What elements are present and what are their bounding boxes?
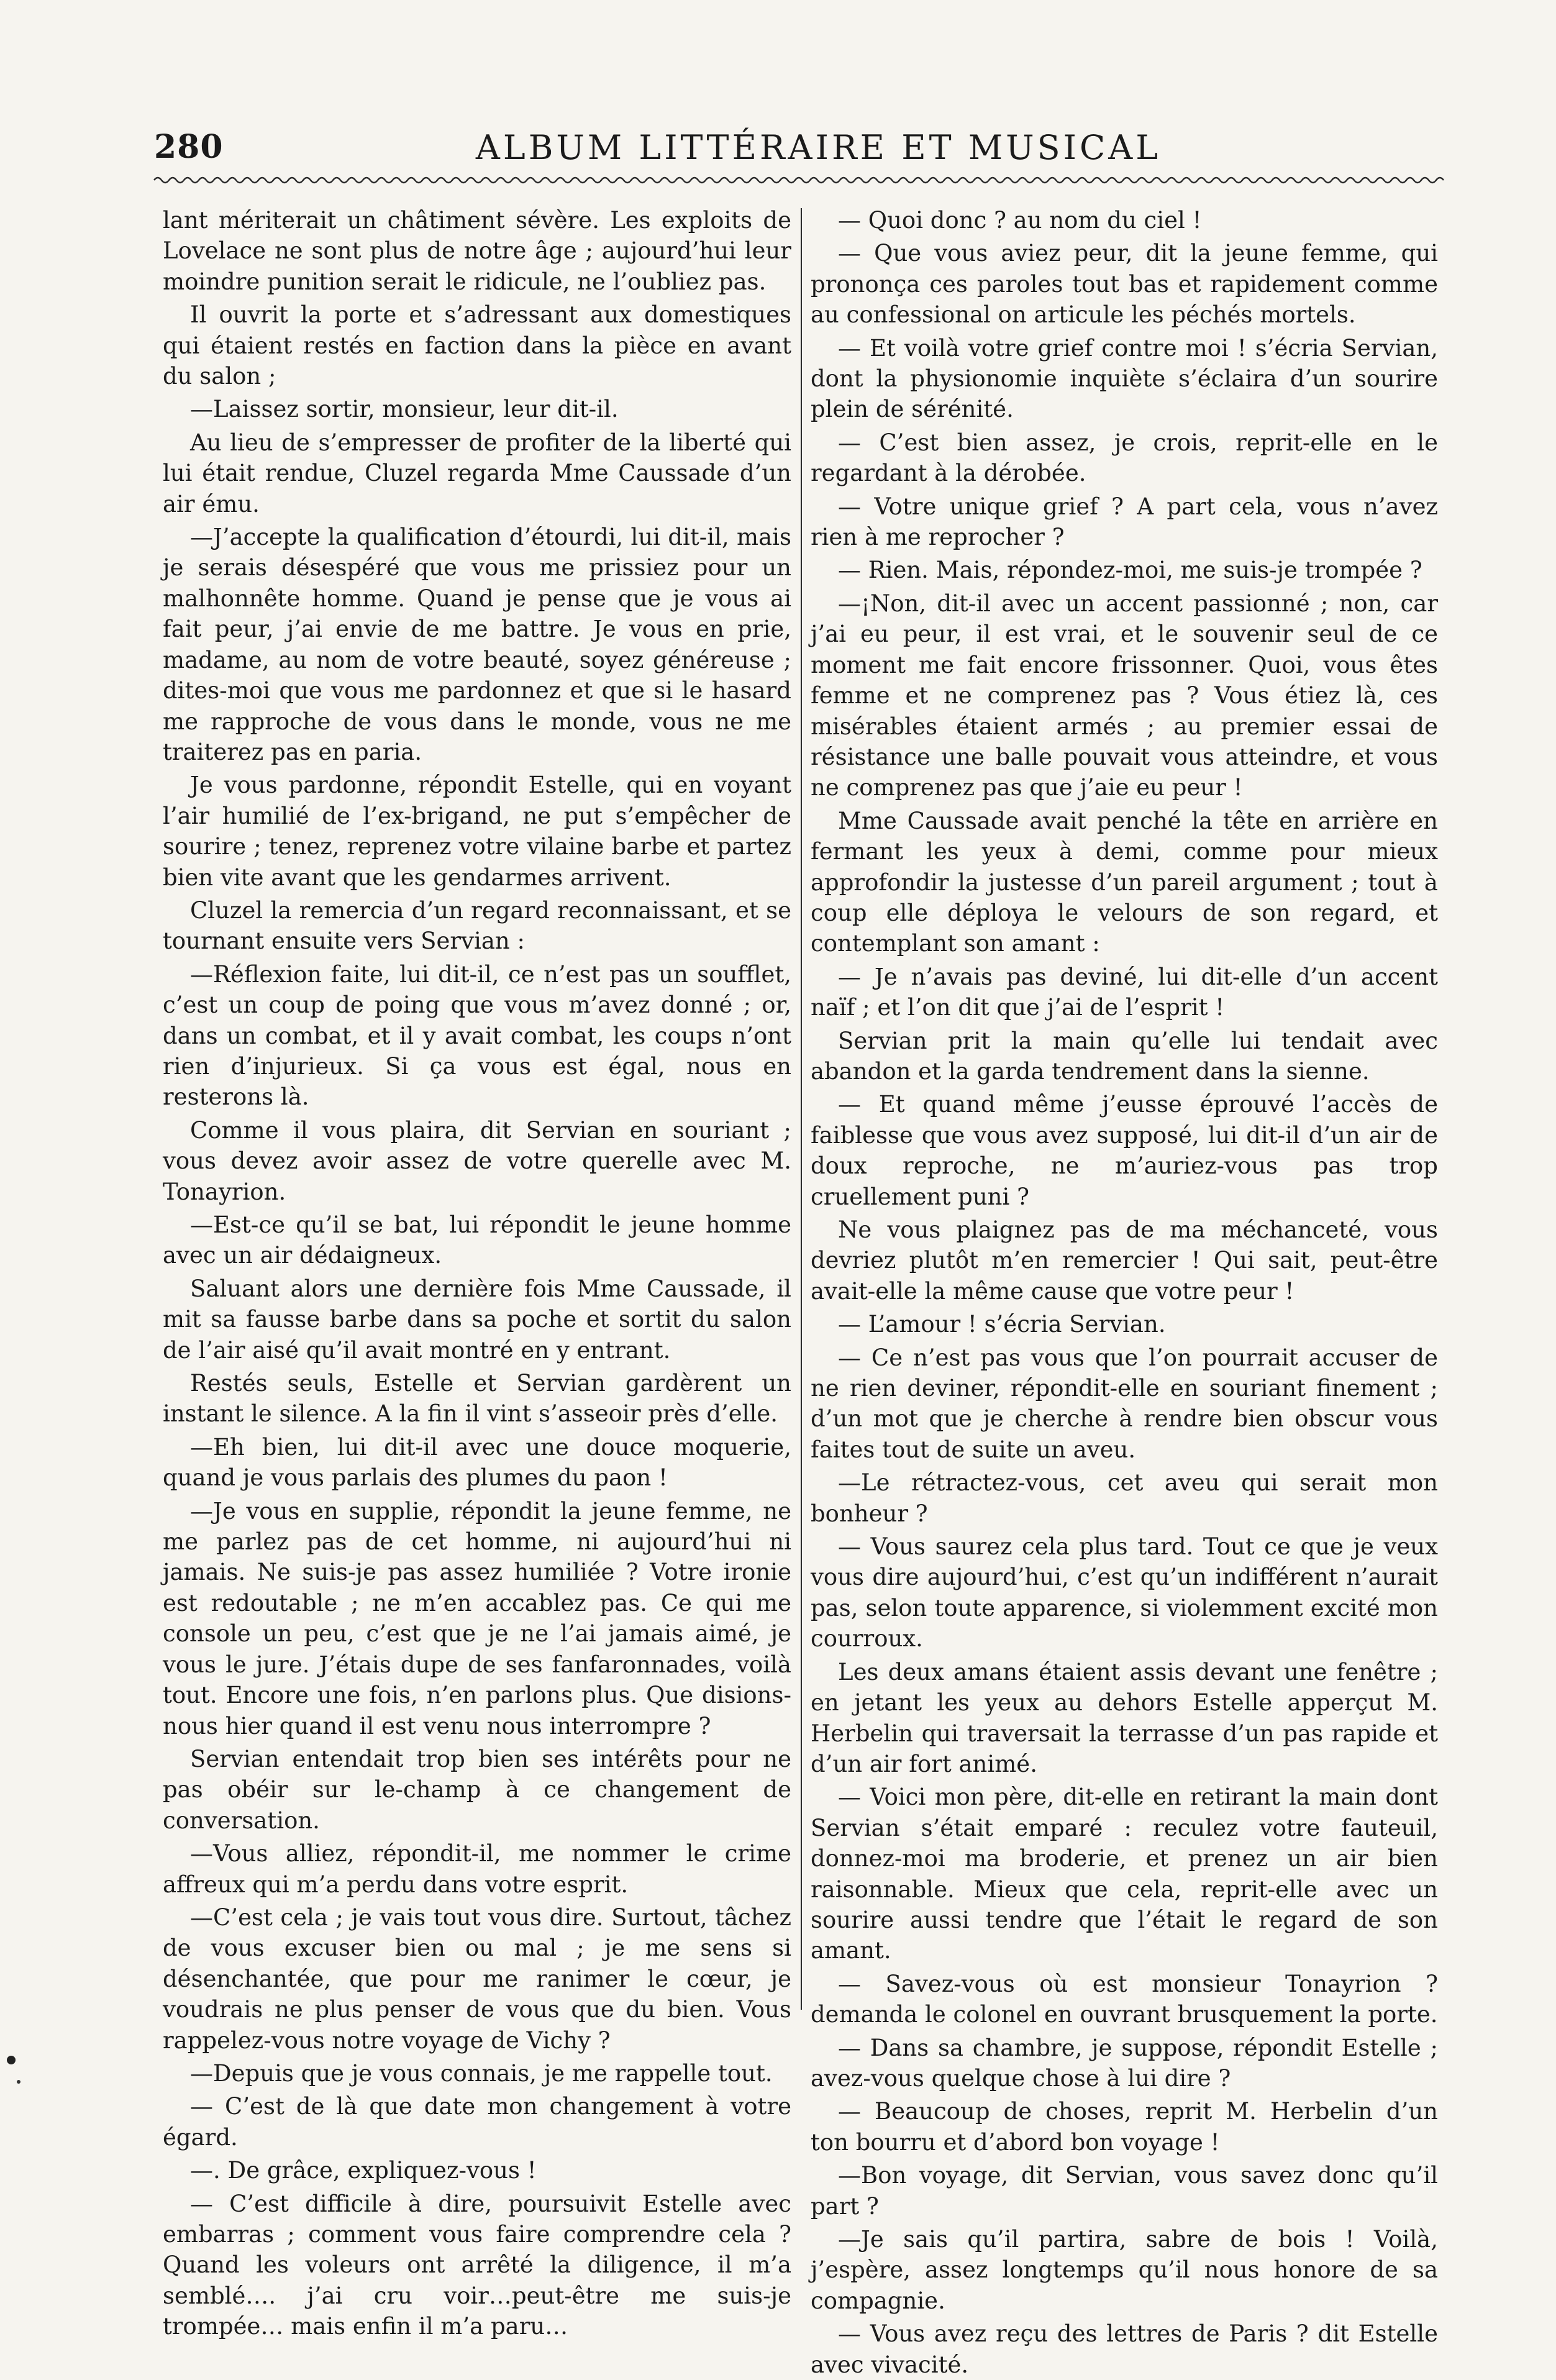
paragraph: Restés seuls, Estelle et Servian gardèrent un instant le silence. A la fin il vint s’asseoir près d’elle. — [163, 1370, 791, 1428]
right-column — [811, 205, 1438, 2378]
paragraph: —Réflexion faite, lui dit-il, ce n’est pas un soufflet, c’est un coup de poing que vous m’avez donné ; or, dans un combat, et il y avait combat, les coups n’ont rien d’injurieux. Si ça vous est égal, nous en resterons là. — [163, 960, 791, 1111]
paragraph: — Vous saurez cela plus tard. Tout ce que je veux vous dire aujourd’hui, c’est qu’un indifférent n’aurait pas, selon toute apparence, si violemment excité mon courroux. — [811, 1533, 1438, 1653]
paragraph: —C’est cela ; je vais tout vous dire. Surtout, tâchez de vous excuser bien ou mal ; je me sens si désenchantée, que pour me ranimer le cœur, je voudrais ne plus penser de vous que du bien. Vous rappelez-vous notre voyage de Vichy ? — [163, 1904, 791, 2054]
wavy-rule-divider — [154, 173, 1443, 188]
page-number: 280 — [154, 128, 224, 166]
paragraph: —¡Non, dit-il avec un accent passionné ; non, car j’ai eu peur, il est vrai, et le souvenir seul de ce moment me fait encore frissonner. Quoi, vous êtes femme et ne comprenez pas ? Vous étiez là, ces misérables étaient armés ; au premier essai de résistance une balle pouvait vous atteindre, et vous ne comprenez pas que j’aie eu peur ! — [811, 590, 1438, 801]
paragraph: — Que vous aviez peur, dit la jeune femme, qui prononça ces paroles tout bas et rapidement comme au confessional on articule les péchés mortels. — [811, 240, 1438, 329]
paragraph: Les deux amans étaient assis devant une fenêtre ; en jetant les yeux au dehors Estelle apperçut M. Herbelin qui traversait la terrasse d’un pas rapide et d’un air fort animé. — [811, 1658, 1438, 1777]
paragraph: —J’accepte la qualification d’étourdi, lui dit-il, mais je serais désespéré que vous me prissiez pour un malhonnête homme. Quand je pense que je vous ai fait peur, j’ai envie de me battre. Je vous en prie, madame, au nom de votre beauté, soyez généreuse ; dites-moi que vous me pardonnez et que si le hasard me rapproche de vous dans le monde, vous ne me traiterez pas en paria. — [163, 524, 791, 765]
paragraph: Comme il vous plaira, dit Servian en souriant ; vous devez avoir assez de votre querelle avec M. Tonayrion. — [163, 1116, 791, 1205]
paragraph: — L’amour ! s’écria Servian. — [838, 1311, 1166, 1338]
paragraph: —Depuis que je vous connais, je me rappelle tout. — [190, 2059, 773, 2087]
ink-specks — [0, 1967, 186, 2091]
paragraph: Cluzel la remercia d’un regard reconnaissant, et se tournant ensuite vers Servian : — [163, 896, 791, 955]
paragraph: —Je vous en supplie, répondit la jeune femme, ne me parlez pas de cet homme, ni aujourd’hui ni jamais. Ne suis-je pas assez humiliée ? Votre ironie est redoutable ; ne m’en accablez pas. Ce qui me console un peu, c’est que je ne l’ai jamais aimé, je vous le jure. J’étais dupe de ses fanfaronnades, voilà tout. Encore une fois, n’en parlons plus. Que disions-nous hier quand il est venu nous interrompre ? — [163, 1497, 791, 1739]
running-title: ALBUM LITTÉRAIRE ET MUSICAL — [475, 128, 1162, 167]
left-column — [163, 205, 791, 2340]
paragraph: — Dans sa chambre, je suppose, répondit Estelle ; avez-vous quelque chose à lui dire ? — [811, 2034, 1438, 2092]
paragraph: — Beaucoup de choses, reprit M. Herbelin d’un ton bourru et d’abord bon voyage ! — [811, 2098, 1438, 2156]
paragraph: Saluant alors une dernière fois Mme Caussade, il mit sa fausse barbe dans sa poche et sortit du salon de l’air aisé qu’il avait montré en y entrant. — [163, 1275, 791, 1364]
paragraph: — Je n’avais pas deviné, lui dit-elle d’un accent naïf ; et l’on dit que j’ai de l’esprit ! — [811, 963, 1438, 1021]
paragraph: Je vous pardonne, répondit Estelle, qui en voyant l’air humilié de l’ex-brigand, ne put s’empêcher de sourire ; tenez, reprenez votre vilaine barbe et partez bien vite avant que les gendarmes arrivent. — [163, 772, 791, 891]
paragraph: —Est-ce qu’il se bat, lui répondit le jeune homme avec un air dédaigneux. — [163, 1211, 791, 1269]
paragraph: — C’est difficile à dire, poursuivit Estelle avec embarras ; comment vous faire comprendre cela ? Quand les voleurs ont arrêté la diligence, il m’a semblé…. j’ai cru voir…peut-être me suis-je trompée… mais enfin il m’a paru… — [163, 2190, 791, 2340]
paragraph: Il ouvrit la porte et s’adressant aux domestiques qui étaient restés en faction dans la pièce en avant du salon ; — [163, 301, 791, 390]
paragraph: — C’est de là que date mon changement à votre égard. — [163, 2093, 791, 2151]
paragraph: —Je sais qu’il partira, sabre de bois ! Voilà, j’espère, assez longtemps qu’il nous honore de sa compagnie. — [811, 2226, 1438, 2314]
paragraph: Servian entendait trop bien ses intérêts pour ne pas obéir sur le-champ à ce changement de conversation. — [163, 1745, 791, 1834]
paragraph: — Et voilà votre grief contre moi ! s’écria Servian, dont la physionomie inquiète s’éclaira d’un sourire plein de sérénité. — [811, 334, 1438, 423]
paragraph: — Savez-vous où est monsieur Tonayrion ? demanda le colonel en ouvrant brusquement la porte. — [811, 1970, 1438, 2028]
paragraph: — Voici mon père, dit-elle en retirant la main dont Servian s’était emparé : reculez votre fauteuil, donnez-moi ma broderie, et prenez un air bien raisonnable. Mieux que cela, reprit-elle avec un sourire aussi tendre que l’était le regard de son amant. — [811, 1784, 1438, 1964]
paragraph: —Eh bien, lui dit-il avec une douce moquerie, quand je vous parlais des plumes du paon ! — [163, 1433, 791, 1492]
paragraph: — Votre unique grief ? A part cela, vous n’avez rien à me reprocher ? — [811, 493, 1438, 551]
paragraph: Servian prit la main qu’elle lui tendait avec abandon et la garda tendrement dans la sienne. — [811, 1027, 1438, 1085]
column-divider — [801, 208, 802, 2010]
paragraph: Mme Caussade avait penché la tête en arrière en fermant les yeux à demi, comme pour mieux approfondir la justesse d’un pareil argument ; tout à coup elle déploya le velours de son regard, et contemplant son amant : — [811, 807, 1438, 957]
paragraph: — C’est bien assez, je crois, reprit-elle en le regardant à la dérobée. — [811, 429, 1438, 487]
paragraph: —Vous alliez, répondit-il, me nommer le crime affreux qui m’a perdu dans votre esprit. — [163, 1840, 791, 1898]
paragraph: —Bon voyage, dit Servian, vous savez donc qu’il part ? — [811, 2162, 1438, 2220]
paragraph: Ne vous plaignez pas de ma méchanceté, vous devriez plutôt m’en remercier ! Qui sait, peut-être avait-elle la même cause que votre peur ! — [811, 1216, 1438, 1305]
paragraph: — Quoi donc ? au nom du ciel ! — [838, 207, 1202, 234]
paragraph: lant mériterait un châtiment sévère. Les exploits de Lovelace ne sont plus de notre âge ; aujourd’hui leur moindre punition serait le ridicule, ne l’oubliez pas. — [163, 207, 791, 295]
paragraph: —Le rétractez-vous, cet aveu qui serait mon bonheur ? — [811, 1469, 1438, 1527]
paragraph: — Et quand même j’eusse éprouvé l’accès de faiblesse que vous avez supposé, lui dit-il d’un air de doux reproche, ne m’auriez-vous pas trop cruellement puni ? — [811, 1091, 1438, 1210]
paragraph: — Rien. Mais, répondez-moi, me suis-je trompée ? — [838, 557, 1422, 584]
paragraph: — Vous avez reçu des lettres de Paris ? dit Estelle avec vivacité. — [811, 2320, 1438, 2378]
paragraph: —. De grâce, expliquez-vous ! — [190, 2157, 537, 2184]
paragraph: Au lieu de s’empresser de profiter de la liberté qui lui était rendue, Cluzel regarda Mme Caussade d’un air ému. — [163, 429, 791, 517]
paragraph: —Laissez sortir, monsieur, leur dit-il. — [190, 396, 619, 423]
paragraph: — Ce n’est pas vous que l’on pourrait accuser de ne rien deviner, répondit-elle en souriant finement ; d’un mot que je cherche à rendre bien obscur vous faites tout de suite un aveu. — [811, 1344, 1438, 1463]
